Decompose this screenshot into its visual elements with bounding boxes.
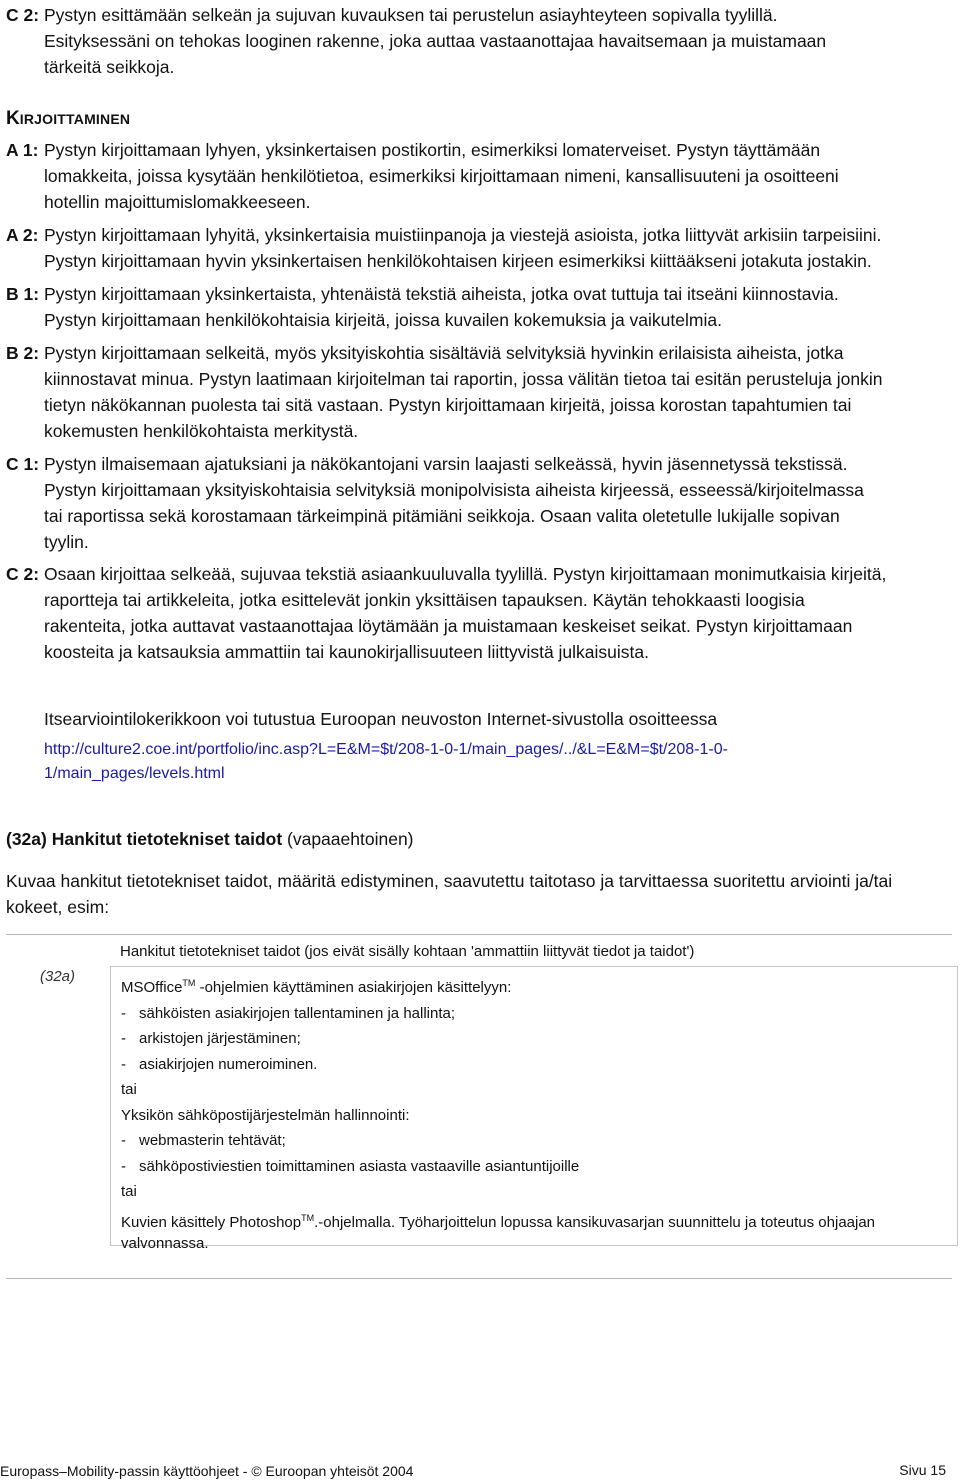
writing-level-c1 bbox=[6, 451, 952, 555]
box-text: sähköisten asiakirjojen tallentaminen ja hallinta; bbox=[139, 1004, 456, 1022]
level-code: B 1: bbox=[6, 284, 40, 304]
box-line: Yksikön sähköpostijärjestelmän hallinnointi: bbox=[121, 1106, 410, 1124]
page-number: Sivu 15 bbox=[899, 1462, 946, 1478]
dash: - bbox=[121, 1132, 126, 1149]
trademark: TM bbox=[182, 978, 196, 988]
box-text: asiakirjojen numeroiminen. bbox=[139, 1055, 318, 1073]
section-32a-description: Kuvaa hankitut tietotekniset taidot, määritä edistyminen, saavutettu taitotaso ja tarvittaessa suoritettu arviointi ja/tai kokeet, esim: bbox=[6, 871, 893, 917]
link-line[interactable]: 1/main_pages/levels.html bbox=[44, 765, 225, 782]
divider bbox=[6, 934, 952, 935]
writing-level-b1 bbox=[6, 281, 952, 333]
level-text-line: tietyn näkökannan puolesta tai sitä vastaan. Pystyn kirjoittamaan kirjeitä, joissa korostan tapahtumien tai bbox=[44, 395, 852, 415]
level-code: A 2: bbox=[6, 225, 39, 245]
level-text-line: tyylin. bbox=[44, 532, 89, 552]
trademark: TM bbox=[301, 1212, 315, 1223]
box-heading: Hankitut tietotekniset taidot (jos eivät sisälly kohtaan 'ammattiin liittyvät tiedot ja taidot') bbox=[120, 943, 695, 960]
dash: - bbox=[121, 1030, 126, 1047]
divider bbox=[6, 1278, 952, 1279]
level-text-line: Pystyn esittämään selkeän ja sujuvan kuvauksen tai perustelun asiayhteyteen sopivalla tyylillä. bbox=[44, 5, 778, 25]
section-title-optional: (vapaaehtoinen) bbox=[282, 829, 414, 849]
level-code: C 2: bbox=[6, 5, 40, 25]
level-text-line: Pystyn kirjoittamaan selkeitä, myös yksityiskohtia sisältäviä selvityksiä hyvinkin erilaisista aiheista, jotka bbox=[44, 343, 844, 363]
box-line bbox=[121, 971, 947, 1001]
example-box bbox=[110, 966, 958, 1252]
level-text-line: Pystyn kirjoittamaan yksityiskohtaisia selvityksiä monipolvisista aiheista kirjeessä, esseessä/kirjoitelmassa bbox=[44, 480, 864, 500]
level-text-line: Osaan kirjoittaa selkeää, sujuvaa tekstiä asiaankuuluvalla tyylillä. Pystyn kirjoittamaan monimutkaisia kirjeitä, bbox=[44, 564, 887, 584]
link-line[interactable]: http://culture2.coe.int/portfolio/inc.asp?L=E&M=$t/208-1-0-1/main_pages/../&L=E&M=$t/208-1-0- bbox=[44, 741, 728, 758]
level-code: A 1: bbox=[6, 140, 39, 160]
footer-text: Europass–Mobility-passin käyttöohjeet - © Euroopan yhteisöt 2004 bbox=[0, 1463, 414, 1479]
heading-initial: K bbox=[6, 108, 20, 129]
writing-level-b2 bbox=[6, 340, 952, 444]
writing-level-a2 bbox=[6, 222, 952, 274]
level-code: B 2: bbox=[6, 343, 40, 363]
writing-level-c2 bbox=[6, 561, 952, 665]
dash: - bbox=[121, 1004, 126, 1022]
box-list-item bbox=[121, 1001, 947, 1027]
box-text: .-ohjelmalla. Työharjoittelun lopussa kansikuvasarjan suunnittelu ja toteutus ohjaajan valvonnassa. bbox=[121, 1213, 876, 1252]
box-text: MSOffice bbox=[121, 979, 183, 996]
heading-rest: IRJOITTAMINEN bbox=[19, 111, 131, 127]
box-text: Kuvien käsittely Photoshop bbox=[121, 1213, 302, 1231]
section-32a-title bbox=[6, 826, 414, 852]
level-text-line: Pystyn kirjoittamaan lyhyitä, yksinkertaisia muistiinpanoja ja viestejä asioista, jotka liittyvät arkisiin tarpeisiini. bbox=[44, 225, 882, 245]
level-code: C 1: bbox=[6, 454, 40, 474]
level-code: C 2: bbox=[6, 564, 40, 584]
level-text-line: Pystyn kirjoittamaan henkilökohtaisia kirjeitä, joissa kuvailen kokemuksia ja vaikutelmia. bbox=[44, 310, 722, 330]
box-list-item bbox=[121, 1026, 947, 1052]
level-text-line: lomakkeita, joissa kysytään henkilötietoa, esimerkiksi kirjoittamaan nimeni, kansallisuuteni ja osoitteeni bbox=[44, 166, 839, 186]
level-text-line: rakenteita, jotka auttavat vastaanottajaa löytämään ja muistamaan keskeiset seikat. Pystyn kirjoittamaan bbox=[44, 616, 853, 636]
writing-level-a1 bbox=[6, 137, 952, 215]
dash: - bbox=[121, 1055, 126, 1073]
level-text-line: hotellin majoittumislomakkeeseen. bbox=[44, 192, 311, 212]
top-level-c2 bbox=[6, 2, 952, 80]
box-text: arkistojen järjestäminen; bbox=[139, 1030, 301, 1047]
level-text-line: Esityksessäni on tehokas looginen rakenne, joka auttaa vastaanottajaa havaitsemaan ja muistamaan bbox=[44, 31, 827, 51]
level-text-line: Pystyn ilmaisemaan ajatuksiani ja näkökantojani varsin laajasti selkeässä, hyvin jäsennetyssä tekstissä. bbox=[44, 454, 848, 474]
level-text-line: kiinnostavat minua. Pystyn laatimaan kirjoitelman tai raportin, jossa välitän tietoa tai esitän perusteluja jonkin bbox=[44, 369, 883, 389]
level-text-line: koosteita ja katsauksia ammattiin tai kaunokirjallisuuteen liittyvistä julkaisuista. bbox=[44, 642, 649, 662]
level-text-line: Pystyn kirjoittamaan yksinkertaista, yhtenäistä tekstiä aiheista, jotka ovat tuttuja tai itseäni kiinnostavia. bbox=[44, 284, 839, 304]
box-line: tai bbox=[121, 1081, 137, 1098]
box-list-item bbox=[121, 1128, 947, 1154]
box-text: sähköpostiviestien toimittaminen asiasta vastaaville asiantuntijoille bbox=[139, 1157, 580, 1175]
box-list-item bbox=[121, 1052, 947, 1078]
self-assessment-text: Itsearviointilokerikkoon voi tutustua Euroopan neuvoston Internet-sivustolla osoitteessa bbox=[44, 709, 718, 729]
section-title-bold: (32a) Hankitut tietotekniset taidot bbox=[6, 829, 283, 849]
box-label: (32a) bbox=[40, 968, 76, 985]
kirjoittaminen-heading bbox=[6, 108, 130, 130]
self-assessment-link[interactable] bbox=[44, 738, 804, 786]
level-text-line: raportteja tai artikkeleita, jotka esittelevät jonkin yksittäisen tapauksen. Käytän tehokkaasti loogisia bbox=[44, 590, 805, 610]
level-text-line: tai raportissa sekä korostamaan tärkeimpinä pitämiäni seikkoja. Osaan valita oletetulle lukijalle sopivan bbox=[44, 506, 840, 526]
level-text-line: tärkeitä seikkoja. bbox=[44, 57, 175, 77]
box-list-item bbox=[121, 1154, 947, 1180]
level-text-line: Pystyn kirjoittamaan hyvin yksinkertaisen henkilökohtaisen kirjeen esimerkiksi kiittääkseni jotakuta jostakin. bbox=[44, 251, 872, 271]
level-text-line: kokemusten henkilökohtaista merkitystä. bbox=[44, 421, 359, 441]
box-text: -ohjelmien käyttäminen asiakirjojen käsittelyyn: bbox=[195, 979, 512, 996]
box-line: tai bbox=[121, 1183, 137, 1200]
box-line bbox=[121, 1208, 947, 1254]
box-text: webmasterin tehtävät; bbox=[139, 1132, 286, 1149]
dash: - bbox=[121, 1157, 126, 1175]
level-text-line: Pystyn kirjoittamaan lyhyen, yksinkertaisen postikortin, esimerkiksi lomaterveiset. Pystyn täyttämään bbox=[44, 140, 821, 160]
